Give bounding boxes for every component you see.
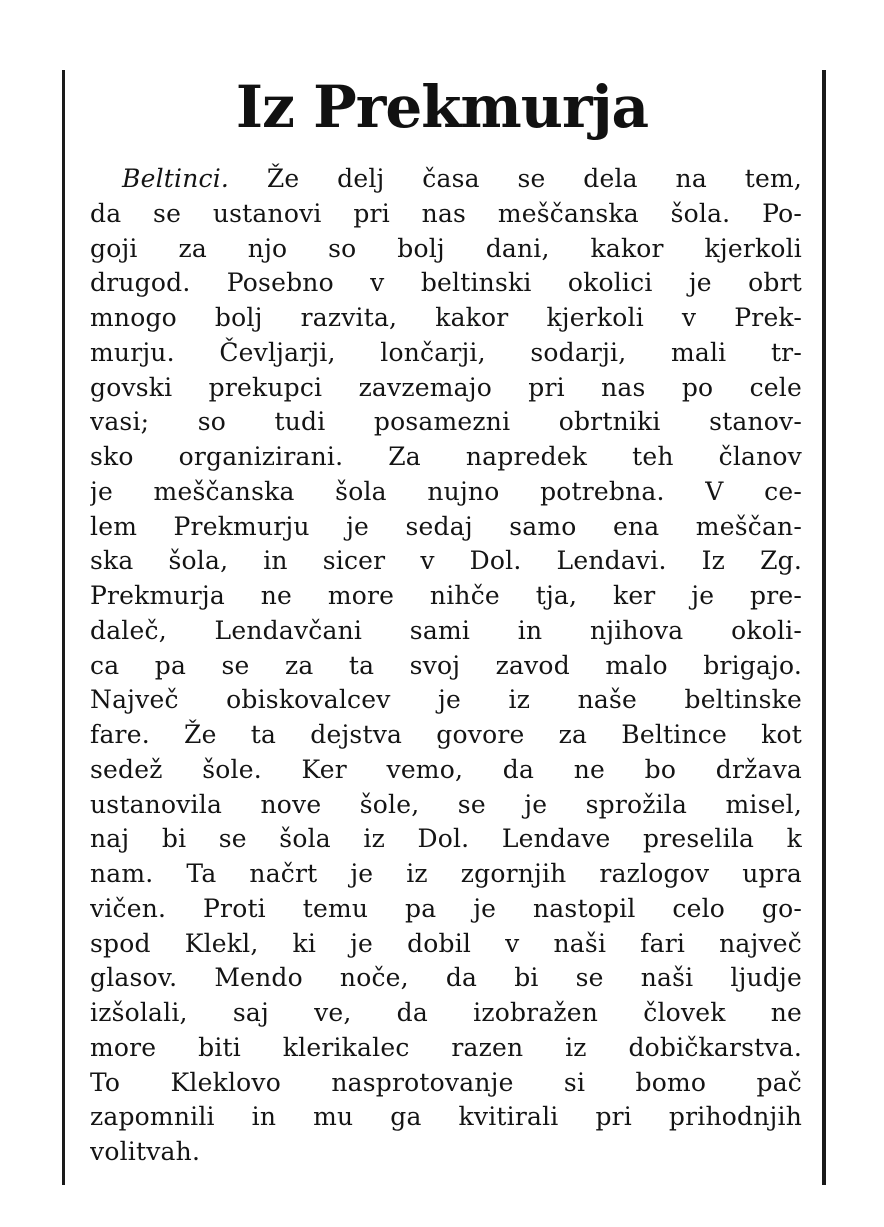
article-line: je meščanska šola nujno potrebna. V ce- bbox=[90, 476, 802, 506]
article-line: glasov. Mendo noče, da bi se naši ljudje bbox=[90, 963, 802, 993]
article-line: Največ obiskovalcev je iz naše beltinske bbox=[90, 685, 802, 715]
article-line: mnogo bolj razvita, kakor kjerkoli v Prek- bbox=[90, 303, 802, 332]
article-body bbox=[90, 162, 802, 1170]
article-line: To Kleklovo nasprotovanje si bomo pač bbox=[90, 1067, 802, 1097]
article-line: zapomnili in mu ga kvitirali pri prihodnjih bbox=[90, 1102, 802, 1132]
article-line: vičen. Proti temu pa je nastopil celo go- bbox=[90, 893, 802, 923]
article-line: fare. Že ta dejstva govore za Beltince kot bbox=[90, 720, 802, 749]
article-line: izšolali, saj ve, da izobražen človek ne bbox=[90, 998, 802, 1027]
article-line: Prekmurja ne more nihče tja, ker je pre- bbox=[90, 581, 802, 610]
right-column-rule bbox=[822, 70, 826, 1185]
article-line: govski prekupci zavzemajo pri nas po cele bbox=[90, 372, 802, 402]
article-line: vasi; so tudi posamezni obrtniki stanov- bbox=[90, 407, 802, 437]
article-line: drugod. Posebno v beltinski okolici je obrt bbox=[90, 268, 802, 298]
article-line: Beltinci. Že delj časa se dela na tem, bbox=[122, 164, 802, 193]
article-line: volitvah. bbox=[90, 1137, 201, 1166]
article-line: naj bi se šola iz Dol. Lendave preselila k bbox=[90, 824, 802, 854]
article-line: murju. Čevljarji, lončarji, sodarji, mali tr- bbox=[90, 337, 802, 367]
article-line: spod Klekl, ki je dobil v naši fari največ bbox=[90, 928, 802, 958]
article-line: nam. Ta načrt je iz zgornjih razlogov upra bbox=[90, 859, 802, 888]
article-line: da se ustanovi pri nas meščanska šola. Po- bbox=[90, 198, 802, 228]
article-headline: Iz Prekmurja bbox=[235, 73, 649, 141]
article-dateline: Beltinci. bbox=[122, 164, 230, 193]
article-line: ca pa se za ta svoj zavod malo brigajo. bbox=[90, 650, 802, 680]
article-line: ska šola, in sicer v Dol. Lendavi. Iz Zg. bbox=[90, 546, 802, 576]
article-line: more biti klerikalec razen iz dobičkarstva. bbox=[90, 1032, 802, 1062]
article-line: daleč, Lendavčani sami in njihova okoli- bbox=[90, 615, 802, 645]
article-line: ustanovila nove šole, se je sprožila misel, bbox=[90, 789, 802, 819]
article-line: goji za njo so bolj dani, kakor kjerkoli bbox=[90, 233, 802, 263]
article-line: sko organizirani. Za napredek teh članov bbox=[90, 442, 802, 471]
article-line: lem Prekmurju je sedaj samo ena meščan- bbox=[90, 511, 802, 541]
article-line: sedež šole. Ker vemo, da ne bo država bbox=[90, 754, 802, 784]
left-column-rule bbox=[62, 70, 65, 1185]
